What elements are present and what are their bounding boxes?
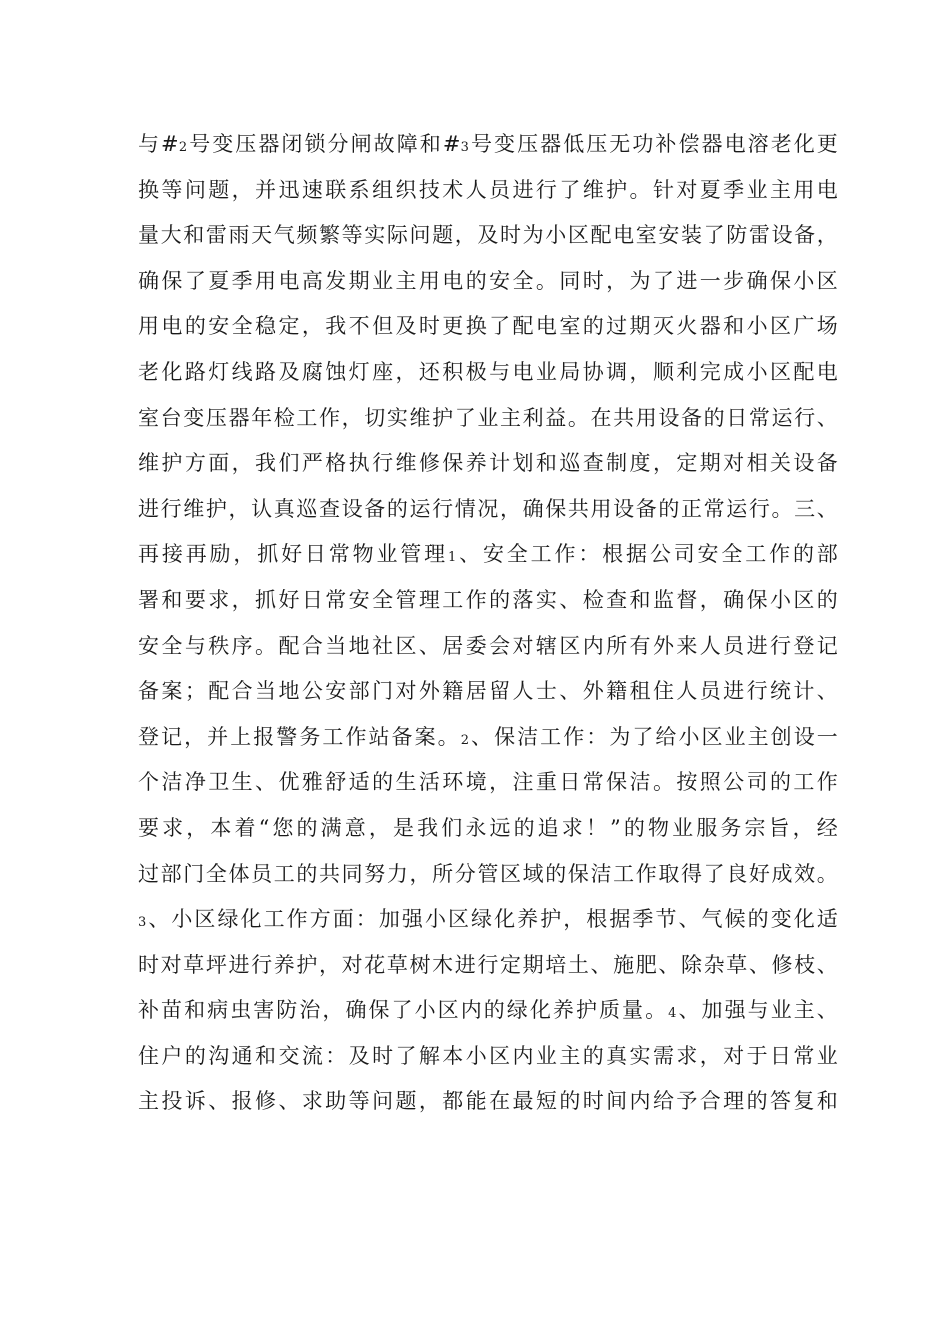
text-run: 进行维护，认真巡查设备的运行情况，确保共用设备的正常运行。三、 [138,496,838,521]
text-run: 、安全工作：根据公司安全工作的部 [456,542,838,567]
text-line [138,897,838,943]
text-line [138,441,838,487]
text-line [138,1034,838,1080]
text-line [138,988,838,1034]
text-run: 时对草坪进行养护，对花草树木进行定期培土、施肥、除杂草、修枝、 [138,952,838,977]
text-run: 住户的沟通和交流：及时了解本小区内业主的真实需求，对于日常业 [138,1043,838,1068]
text-run: 备案；配合当地公安部门对外籍居留人士、外籍租住人员进行统计、 [138,679,838,704]
text-line [138,669,838,715]
text-run: 老化路灯线路及腐蚀灯座，还积极与电业局协调，顺利完成小区配电 [138,359,838,384]
text-line [138,760,838,806]
text-line [138,122,838,168]
text-run: 、小区绿化工作方面：加强小区绿化养护，根据季节、气候的变化适 [146,907,838,932]
text-line [138,168,838,214]
text-run: 主投诉、报修、求助等问题，都能在最短的时间内给予合理的答复和 [138,1089,838,1114]
text-run: 用电的安全稳定，我不但及时更换了配电室的过期灭火器和小区广场 [138,314,838,339]
text-run: 室台变压器年检工作，切实维护了业主利益。在共用设备的日常运行、 [138,405,838,430]
text-line [138,487,838,533]
text-run: 量大和雷雨天气频繁等实际问题，及时为小区配电室安装了防雷设备， [138,223,838,248]
list-number: 3 [460,140,470,155]
text-run: 号变压器闭锁分闸故障和# [187,132,461,156]
text-line [138,259,838,305]
text-line [138,852,838,898]
text-run: 、加强与业主、 [676,998,838,1023]
body-text [138,122,838,1125]
text-line [138,532,838,578]
text-run: 、保洁工作：为了给小区业主创设一 [469,724,838,749]
text-run: 安全与秩序。配合当地社区、居委会对辖区内所有外来人员进行登记 [138,633,838,658]
text-line [138,943,838,989]
text-run: 要求，本着“您的满意，是我们永远的追求！”的物业服务宗旨，经 [138,815,838,840]
text-line [138,578,838,624]
text-run: 个洁净卫生、优雅舒适的生活环境，注重日常保洁。按照公司的工作 [138,770,838,795]
text-line [138,715,838,761]
text-run: 署和要求，抓好日常安全管理工作的落实、检查和监督，确保小区的 [138,587,838,612]
text-line [138,304,838,350]
text-run: 确保了夏季用电高发期业主用电的安全。同时，为了进一步确保小区 [138,268,838,293]
text-run: 维护方面，我们严格执行维修保养计划和巡查制度，定期对相关设备 [138,451,838,476]
text-line [138,624,838,670]
list-number: 2 [460,732,470,748]
text-line [138,1079,838,1125]
text-run: 过部门全体员工的共同努力，所分管区域的保洁工作取得了良好成效。 [138,861,838,886]
text-line [138,213,838,259]
list-number: 3 [138,915,147,931]
text-run: 再接再励，抓好日常物业管理 [138,542,448,567]
text-line [138,350,838,396]
list-number: 1 [447,550,457,566]
text-run: 号变压器低压无功补偿器电溶老化更 [469,132,839,156]
text-line [138,806,838,852]
text-run: 换等问题，并迅速联系组织技术人员进行了维护。针对夏季业主用电 [138,177,838,202]
text-run: 登记，并上报警务工作站备案。 [138,724,461,749]
text-line [138,396,838,442]
list-number: 2 [178,140,188,155]
list-number: 4 [668,1006,677,1022]
text-run: 与# [138,132,179,156]
text-run: 补苗和病虫害防治，确保了小区内的绿化养护质量。 [138,998,669,1023]
